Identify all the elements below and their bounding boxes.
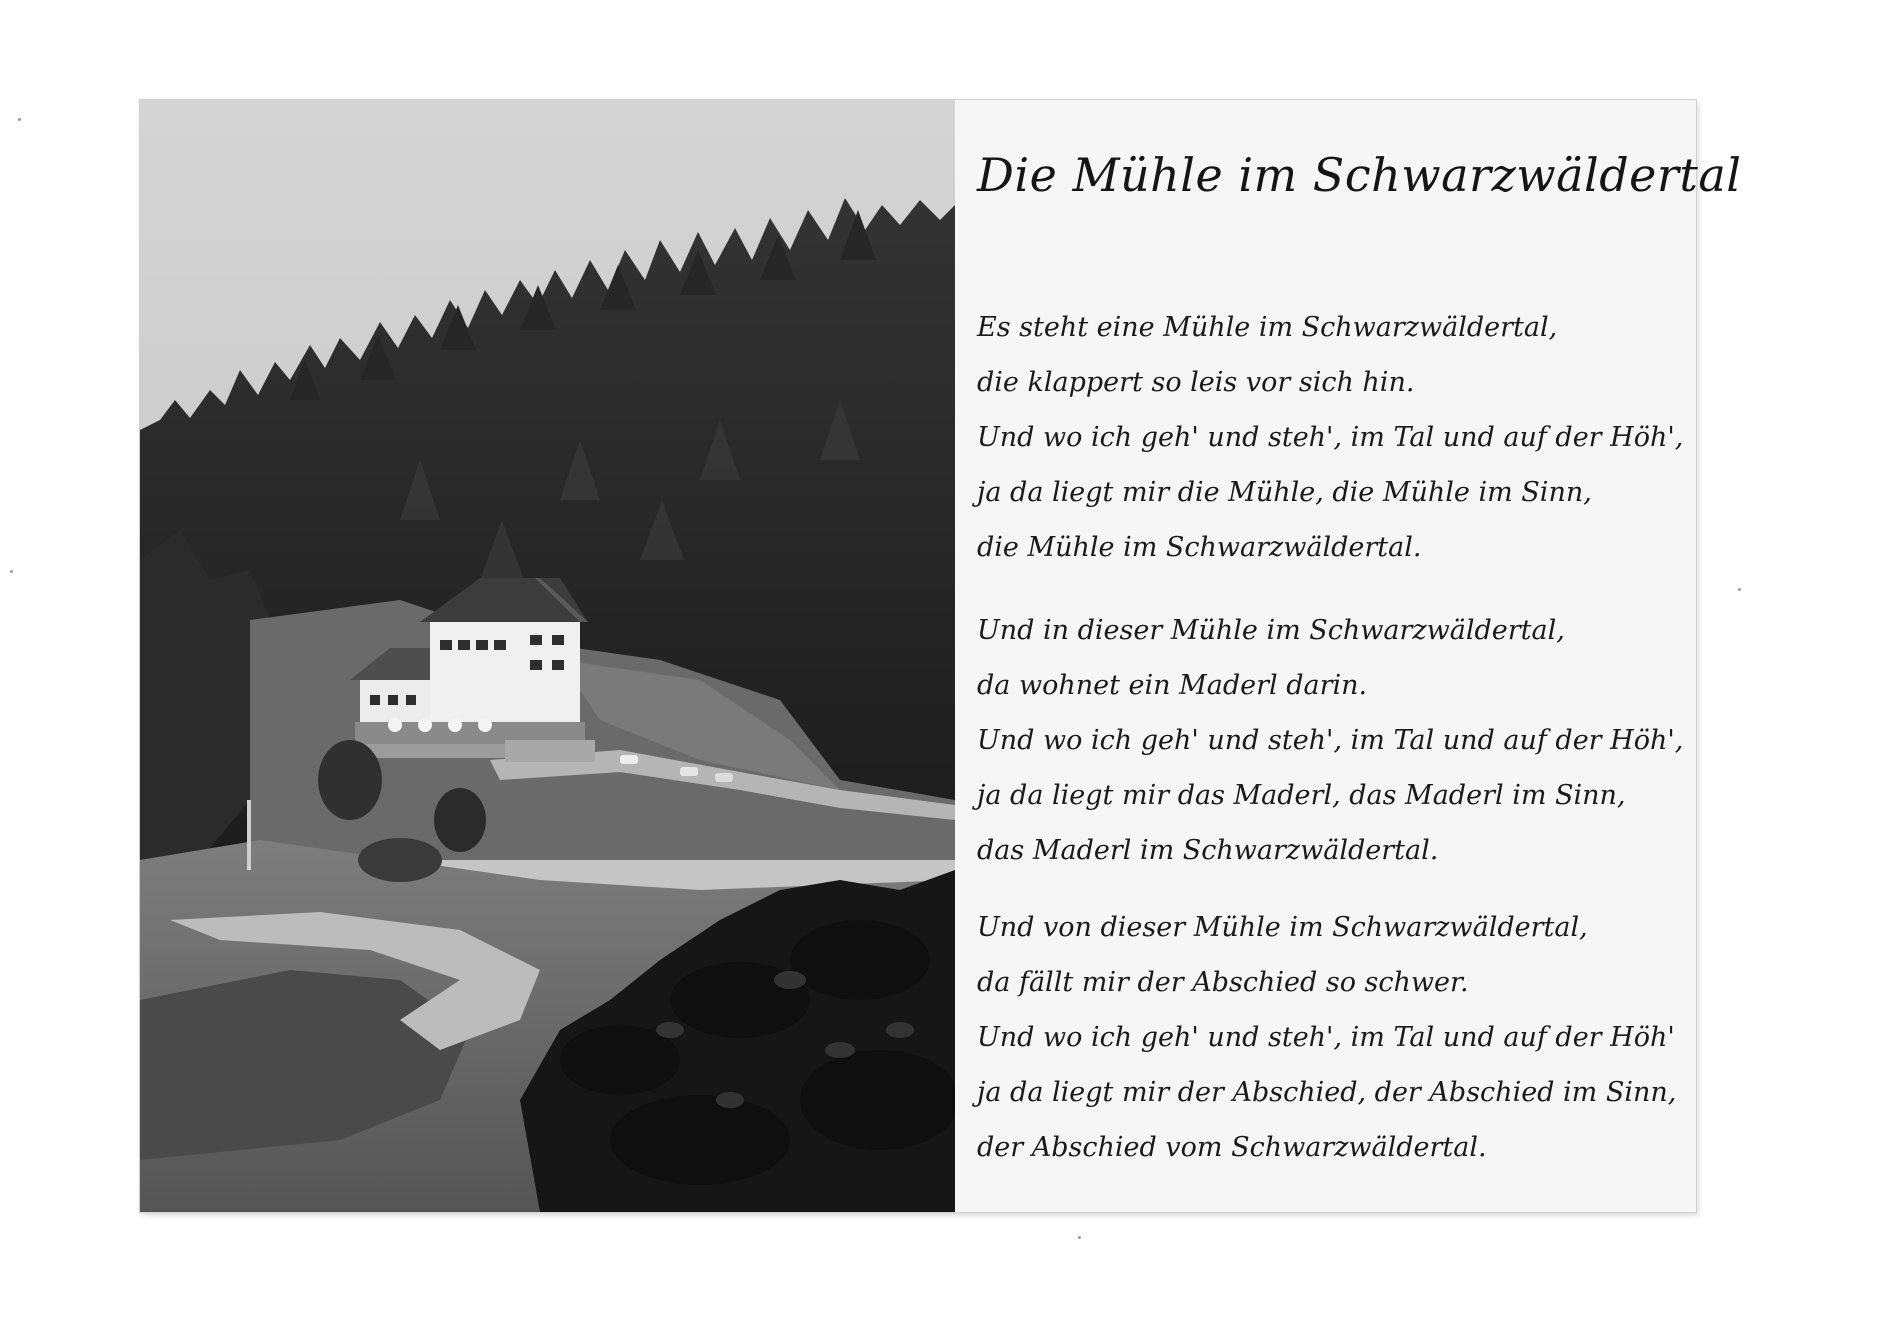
- poem-panel: [955, 100, 1742, 1212]
- poem-line: ja da liegt mir der Abschied, der Abschied im Sinn,: [977, 1077, 1677, 1108]
- paper-speck: [18, 118, 21, 121]
- poem-stanza-3: [977, 900, 1676, 1175]
- poem-line: ja da liegt mir die Mühle, die Mühle im Sinn,: [977, 477, 1592, 508]
- poem-stanza-1: [977, 300, 1683, 575]
- mill-house-in-forest-valley-icon: [140, 100, 955, 1212]
- poem-line: da wohnet ein Maderl darin.: [977, 670, 1368, 701]
- poem-line: das Maderl im Schwarzwäldertal.: [977, 835, 1439, 866]
- poem-line: Und wo ich geh' und steh', im Tal und auf der Höh',: [977, 725, 1684, 756]
- paper-speck: [1078, 1236, 1081, 1239]
- poem-line: Und wo ich geh' und steh', im Tal und auf der Höh': [977, 1022, 1675, 1053]
- paper-speck: [1738, 588, 1741, 591]
- poem-line: ja da liegt mir das Maderl, das Maderl im Sinn,: [977, 780, 1626, 811]
- poem-stanza-2: [977, 603, 1683, 878]
- poem-line: Und in dieser Mühle im Schwarzwäldertal,: [977, 615, 1565, 646]
- poem-line: der Abschied vom Schwarzwäldertal.: [977, 1132, 1487, 1163]
- postcard: [140, 100, 1742, 1212]
- poem-line: die Mühle im Schwarzwäldertal.: [977, 532, 1422, 563]
- poem-line: Und von dieser Mühle im Schwarzwäldertal,: [977, 912, 1588, 943]
- poem-title: Die Mühle im Schwarzwäldertal: [977, 148, 1742, 202]
- poem-line: da fällt mir der Abschied so schwer.: [977, 967, 1469, 998]
- paper-speck: [10, 570, 13, 573]
- poem-line: Es steht eine Mühle im Schwarzwäldertal,: [977, 312, 1558, 343]
- mill-valley-photo: [140, 100, 955, 1212]
- poem-line: Und wo ich geh' und steh', im Tal und auf der Höh',: [977, 422, 1684, 453]
- poem-line: die klappert so leis vor sich hin.: [977, 367, 1415, 398]
